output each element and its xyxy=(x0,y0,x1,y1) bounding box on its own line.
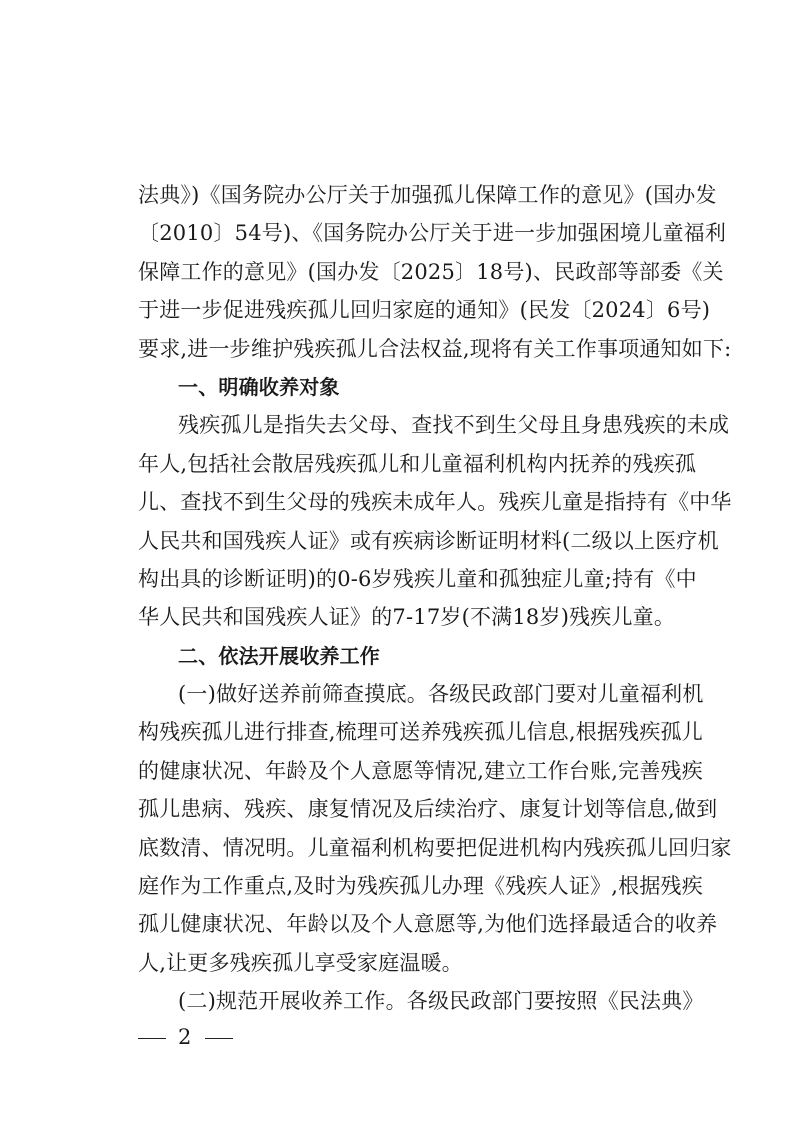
text-line: 年人,包括社会散居残疾孤儿和儿童福利机构内抚养的残疾孤 xyxy=(138,451,697,476)
text-line: (二)规范开展收养工作。各级民政部门要按照《民法典》 xyxy=(178,989,704,1014)
text-line: 残疾孤儿是指失去父母、查找不到生父母且身患残疾的未成 xyxy=(178,413,730,438)
text-line: 人,让更多残疾孤儿享受家庭温暖。 xyxy=(138,950,463,975)
text-line: 儿、查找不到生父母的残疾未成年人。残疾儿童是指持有《中华 xyxy=(138,490,732,515)
text-line: 的健康状况、年龄及个人意愿等情况,建立工作台账,完善残疾 xyxy=(138,758,703,783)
page-footer xyxy=(138,1022,233,1052)
section-heading: 二、依法开展收养工作 xyxy=(178,643,380,668)
text-line: 底数清、情况明。儿童福利机构要把促进机构内残疾孤儿回归家 xyxy=(138,835,732,860)
footer-dash-right xyxy=(205,1038,233,1039)
text-line: 孤儿健康状况、年龄以及个人意愿等,为他们选择最适合的收养 xyxy=(138,912,718,937)
text-line: 构残疾孤儿进行排查,梳理可送养残疾孤儿信息,根据残疾孤儿 xyxy=(138,720,703,745)
text-line: 庭作为工作重点,及时为残疾孤儿办理《残疾人证》,根据残疾 xyxy=(138,874,703,899)
text-line: 要求,进一步维护残疾孤儿合法权益,现将有关工作事项通知如下: xyxy=(138,336,732,361)
text-line: 〔2010〕54号)、《国务院办公厅关于进一步加强困境儿童福利 xyxy=(138,221,727,246)
text-line: (一)做好送养前筛查摸底。各级民政部门要对儿童福利机 xyxy=(178,682,704,707)
text-line: 于进一步促进残疾孤儿回归家庭的通知》(民发〔2024〕6号) xyxy=(138,298,711,323)
section-heading: 一、明确收养对象 xyxy=(178,374,340,399)
text-line: 华人民共和国残疾人证》的7-17岁(不满18岁)残疾儿童。 xyxy=(138,605,676,630)
document-body xyxy=(138,176,732,1021)
page-number: 2 xyxy=(178,1025,194,1049)
text-line: 法典》)《国务院办公厅关于加强孤儿保障工作的意见》(国办发 xyxy=(138,183,717,207)
footer-dash-left xyxy=(138,1038,166,1039)
text-line: 孤儿患病、残疾、康复情况及后续治疗、康复计划等信息,做到 xyxy=(138,797,718,822)
text-line: 人民共和国残疾人证》或有疾病诊断证明材料(二级以上医疗机 xyxy=(138,528,719,553)
text-line: 构出具的诊断证明)的0-6岁残疾儿童和孤独症儿童;持有《中 xyxy=(138,566,697,591)
text-line: 保障工作的意见》(国办发〔2025〕18号)、民政部等部委《关 xyxy=(138,259,724,284)
